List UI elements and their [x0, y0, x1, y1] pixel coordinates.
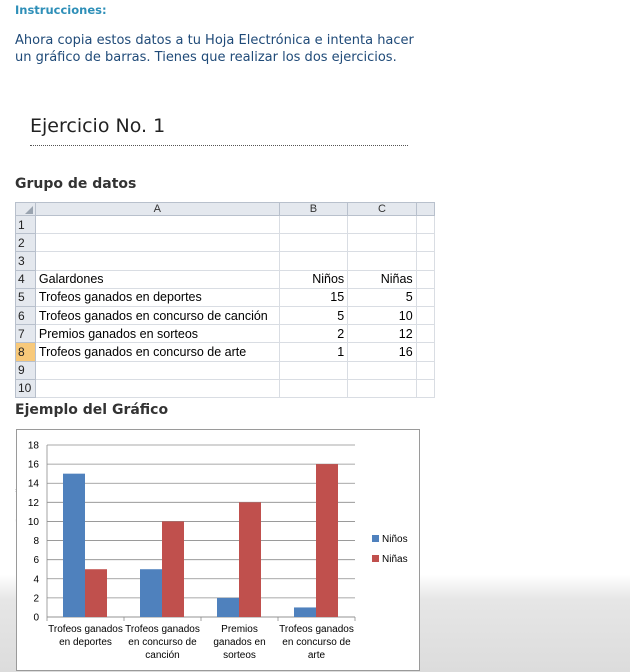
data-section-title: Grupo de datos: [15, 176, 137, 192]
table-row: [16, 325, 435, 343]
bar-Niñas-2: [239, 502, 261, 617]
bar-Niñas-3: [316, 464, 338, 617]
x-tick-label: Trofeos ganados: [48, 624, 123, 635]
y-tick-label: 8: [33, 536, 39, 548]
cell-c: 16: [348, 343, 417, 361]
cell-b: [279, 379, 348, 397]
cell-a: Trofeos ganados en concurso de canción: [35, 306, 279, 324]
y-tick-label: 10: [27, 516, 39, 528]
bar-Niños-2: [217, 598, 239, 617]
legend-label: Niñas: [382, 554, 408, 565]
row-number: 1: [16, 216, 36, 234]
x-tick-label: en concurso de: [128, 637, 197, 648]
cell-b: [279, 216, 348, 234]
x-tick-label: canción: [145, 650, 180, 661]
cell-c: 5: [348, 288, 417, 306]
x-tick-label: Trofeos ganados: [279, 624, 354, 635]
bar-Niñas-0: [85, 569, 107, 617]
cell-a: [35, 252, 279, 270]
cell-b: 1: [279, 343, 348, 361]
table-row: [16, 343, 435, 361]
cell-c: [348, 216, 417, 234]
cell-blank: [416, 361, 434, 379]
cell-blank: [416, 216, 434, 234]
column-header-a: A: [35, 203, 279, 216]
cell-a: [35, 216, 279, 234]
cell-b: [279, 234, 348, 252]
y-tick-label: 12: [27, 497, 39, 509]
column-header-b: B: [279, 203, 348, 216]
row-number: 2: [16, 234, 36, 252]
bar-Niñas-1: [162, 521, 184, 617]
cell-blank: [416, 270, 434, 288]
select-all-corner: [16, 203, 36, 216]
row-number: 9: [16, 361, 36, 379]
cell-b: 5: [279, 306, 348, 324]
legend-label: Niños: [382, 534, 408, 545]
exercise-divider: [30, 145, 408, 146]
spreadsheet-image: [15, 202, 435, 396]
x-tick-label: en deportes: [59, 637, 112, 648]
cell-blank: [416, 288, 434, 306]
cell-a: Trofeos ganados en concurso de arte: [35, 343, 279, 361]
cell-c: [348, 252, 417, 270]
cell-a: [35, 379, 279, 397]
y-tick-label: 0: [33, 612, 39, 624]
cell-a: [35, 361, 279, 379]
cell-b: [279, 252, 348, 270]
cell-c: Niñas: [348, 270, 417, 288]
row-number: 7: [16, 325, 36, 343]
x-tick-label: en concurso de: [282, 637, 351, 648]
cell-blank: [416, 252, 434, 270]
x-tick-label: arte: [307, 650, 326, 661]
x-tick-label: ganados en: [213, 637, 266, 648]
bar-Niños-0: [63, 474, 85, 617]
table-row: [16, 234, 435, 252]
cell-a: Galardones: [35, 270, 279, 288]
table-row: [16, 252, 435, 270]
chart-section-title: Ejemplo del Gráfico: [15, 402, 169, 418]
row-number: 4: [16, 270, 36, 288]
y-tick-label: 18: [27, 440, 39, 452]
exercise-title: Ejercicio No. 1: [30, 115, 166, 137]
cell-blank: [416, 234, 434, 252]
instructions-text: Ahora copia estos datos a tu Hoja Electrónica e intenta hacer un gráfico de barras. Tienes que realizar los dos ejercicios.: [15, 33, 414, 65]
table-row: [16, 379, 435, 397]
y-tick-label: 16: [27, 459, 39, 471]
table-row: [16, 216, 435, 234]
instructions-heading: Instrucciones:: [15, 3, 107, 17]
y-tick-label: 14: [27, 478, 39, 490]
chart-image: [16, 429, 420, 671]
cell-c: [348, 379, 417, 397]
y-tick-label: 4: [33, 574, 39, 586]
cell-blank: [416, 343, 434, 361]
row-number: 8: [16, 343, 36, 361]
bar-Niños-3: [294, 607, 316, 617]
cell-b: 2: [279, 325, 348, 343]
y-tick-label: 6: [33, 555, 39, 567]
column-header-row: [16, 203, 435, 216]
legend-swatch: [372, 535, 379, 542]
cell-a: [35, 234, 279, 252]
cell-a: Trofeos ganados en deportes: [35, 288, 279, 306]
cell-a: Premios ganados en sorteos: [35, 325, 279, 343]
cell-blank: [416, 306, 434, 324]
bar-chart: [17, 430, 419, 670]
cell-c: 12: [348, 325, 417, 343]
x-tick-label: Premios: [221, 624, 258, 635]
cell-b: Niños: [279, 270, 348, 288]
x-tick-label: sorteos: [223, 650, 256, 661]
cell-c: [348, 234, 417, 252]
row-number: 3: [16, 252, 36, 270]
legend-swatch: [372, 555, 379, 562]
cell-blank: [416, 325, 434, 343]
cell-blank: [416, 379, 434, 397]
x-tick-label: Trofeos ganados: [125, 624, 200, 635]
row-number: 5: [16, 288, 36, 306]
table-row: [16, 361, 435, 379]
row-number: 10: [16, 379, 36, 397]
column-header-blank: [416, 203, 434, 216]
row-number: 6: [16, 306, 36, 324]
cell-c: 10: [348, 306, 417, 324]
column-header-c: C: [348, 203, 417, 216]
table-row: [16, 306, 435, 324]
cell-b: 15: [279, 288, 348, 306]
bar-Niños-1: [140, 569, 162, 617]
y-tick-label: 2: [33, 593, 39, 605]
table-row: [16, 288, 435, 306]
cell-c: [348, 361, 417, 379]
cell-b: [279, 361, 348, 379]
table-row: [16, 270, 435, 288]
